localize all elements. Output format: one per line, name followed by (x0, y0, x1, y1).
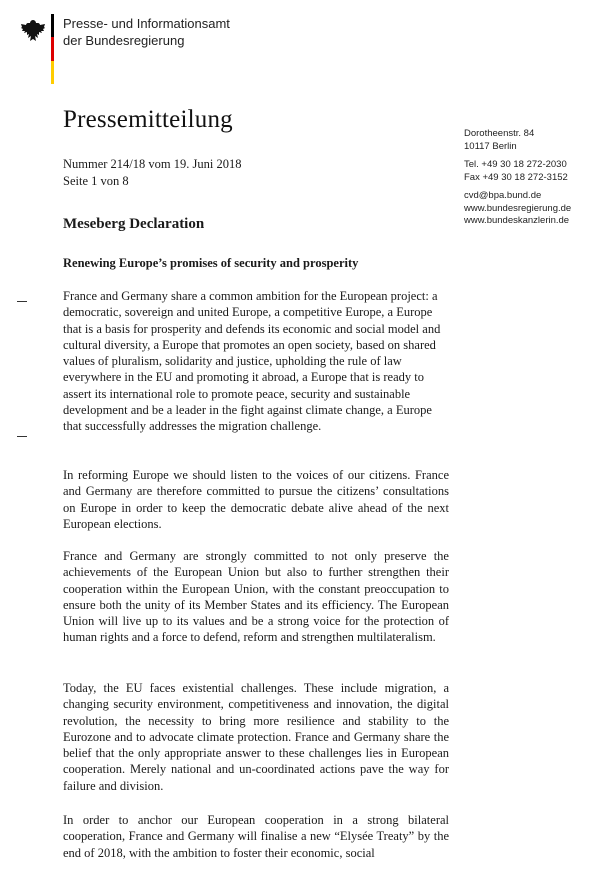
document-subheading: Renewing Europe’s promises of security and prosperity (63, 256, 359, 270)
document-heading: Meseberg Declaration (63, 216, 205, 232)
contact-web-2[interactable]: www.bundeskanzlerin.de (464, 215, 570, 226)
contact-city: 10117 Berlin (464, 140, 517, 152)
agency-line-1: Presse- und Informationsamt (63, 16, 230, 31)
page-count: Seite 1 von 8 (63, 174, 129, 188)
fold-mark-middle (17, 436, 27, 437)
agency-name (63, 15, 230, 49)
federal-eagle-icon (20, 18, 46, 48)
paragraph-4: Today, the EU faces existential challenges. These include migration, a changing security environment, competitiveness and innovation, the digital revolution, the necessity to bring more resilience and stability to the Eurozone and to advocate climate protection. France and Germany share the belief that the only appropriate answer to these challenges lies in European cooperation. Merely national and un-coordinated actions pave the way for failure and division. (63, 681, 449, 793)
paragraph-3: France and Germany are strongly committed to not only preserve the achievements of the European Union but also to further strengthen their cooperation within the European Union, with the constant preoccupation to ensure both the unity of its Member States and its efficiency. The European Union will live up to its values and be a strong voice for the protection of human rights and a force to defend, reform and strengthen multilateralism. (63, 549, 449, 645)
paragraph-1: France and Germany share a common ambition for the European project: a democratic, sovereign and united Europe, a competitive Europe, a Europe that is a basis for prosperity and defends its economic and social model and cultural diversity, a Europe that promotes an open society, based on shared values of pluralism, solidarity and justice, upholding the rule of law everywhere in the EU and promoting it abroad, a Europe that is ready to assert its international role to promote peace, security and sustainable development and be a leader in the fight against climate change, a Europe that successfully addresses the migration challenge. (63, 289, 441, 434)
paragraph-5: In order to anchor our European cooperation in a strong bilateral cooperation, France and Germany will finalise a new “Elysée Treaty” by the end of 2018, with the ambition to foster their economic, social (63, 813, 449, 860)
paragraph-2: In reforming Europe we should listen to the voices of our citizens. France and Germany are therefore committed to pursue the citizens’ consultations on Europe in order to keep the democratic debate alive ahead of the next European elections. (63, 468, 449, 531)
page-title: Pressemitteilung (63, 106, 233, 133)
contact-block (464, 128, 571, 228)
fold-mark-top (17, 301, 27, 302)
agency-line-2: der Bundesregierung (63, 33, 185, 48)
contact-tel: Tel. +49 30 18 272-2030 (464, 159, 567, 170)
contact-email[interactable]: cvd@bpa.bund.de (464, 190, 542, 201)
contact-street: Dorotheenstr. 84 (464, 128, 535, 139)
release-number: Nummer 214/18 vom 19. Juni 2018 (63, 157, 242, 171)
contact-fax: Fax +49 30 18 272-3152 (464, 171, 568, 183)
contact-web-1[interactable]: www.bundesregierung.de (464, 202, 572, 214)
release-meta (63, 156, 241, 190)
german-flag-stripe (51, 14, 54, 84)
